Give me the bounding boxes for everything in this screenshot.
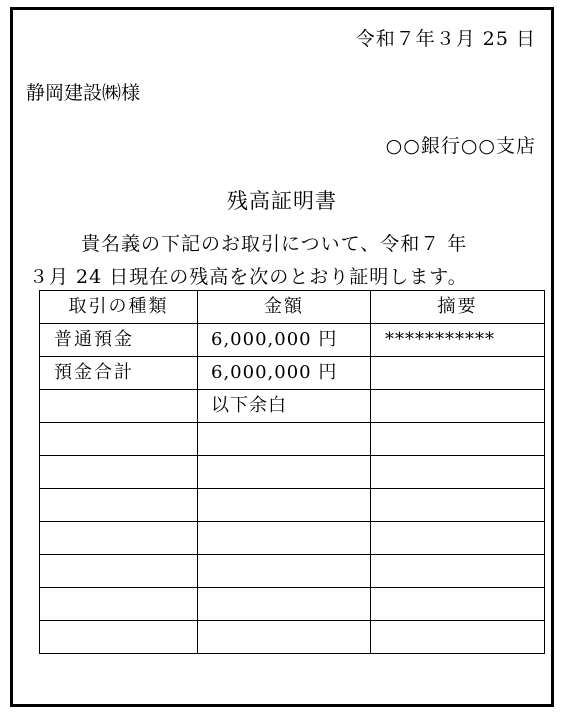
cell-transaction-type	[40, 390, 198, 423]
cell-remarks	[371, 522, 545, 555]
cell-remarks	[371, 357, 545, 390]
header-amount: 金額	[198, 291, 371, 324]
cell-remarks	[371, 423, 545, 456]
cell-amount	[198, 423, 371, 456]
body-text-line-1: 貴名義の下記のお取引について、令和７ 年	[81, 233, 468, 255]
balance-table	[39, 290, 545, 654]
table-row	[40, 324, 545, 357]
issue-date: 令和７年３月 25 日	[355, 28, 536, 50]
cell-transaction-type	[40, 489, 198, 522]
table-header-row	[40, 291, 545, 324]
cell-amount: 以下余白	[198, 390, 371, 423]
cell-amount	[198, 555, 371, 588]
cell-transaction-type	[40, 555, 198, 588]
table-row	[40, 588, 545, 621]
table-row	[40, 555, 545, 588]
issuing-bank-branch: ○○銀行○○支店	[385, 135, 536, 157]
cell-remarks	[371, 588, 545, 621]
header-remarks: 摘要	[371, 291, 545, 324]
body-text-line-2: ３月 24 日現在の残高を次のとおり証明します。	[29, 266, 468, 288]
cell-transaction-type: 普通預金	[40, 324, 198, 357]
table-row	[40, 390, 545, 423]
document-title: 残高証明書	[227, 189, 337, 213]
cell-remarks: ***********	[371, 324, 545, 357]
cell-transaction-type	[40, 621, 198, 654]
table-row	[40, 489, 545, 522]
cell-amount	[198, 522, 371, 555]
header-transaction-type: 取引の種類	[40, 291, 198, 324]
addressee: 静岡建設㈱様	[26, 82, 141, 104]
cell-amount	[198, 588, 371, 621]
cell-amount: 6,000,000 円	[198, 357, 371, 390]
cell-amount	[198, 456, 371, 489]
cell-amount	[198, 489, 371, 522]
cell-transaction-type	[40, 456, 198, 489]
cell-transaction-type	[40, 423, 198, 456]
cell-remarks	[371, 390, 545, 423]
cell-remarks	[371, 456, 545, 489]
cell-remarks	[371, 489, 545, 522]
table-row	[40, 423, 545, 456]
cell-amount: 6,000,000 円	[198, 324, 371, 357]
cell-remarks	[371, 555, 545, 588]
table-row	[40, 522, 545, 555]
cell-amount	[198, 621, 371, 654]
table-row	[40, 357, 545, 390]
cell-transaction-type	[40, 588, 198, 621]
table-row	[40, 456, 545, 489]
cell-remarks	[371, 621, 545, 654]
cell-transaction-type	[40, 522, 198, 555]
table-row	[40, 621, 545, 654]
cell-transaction-type: 預金合計	[40, 357, 198, 390]
